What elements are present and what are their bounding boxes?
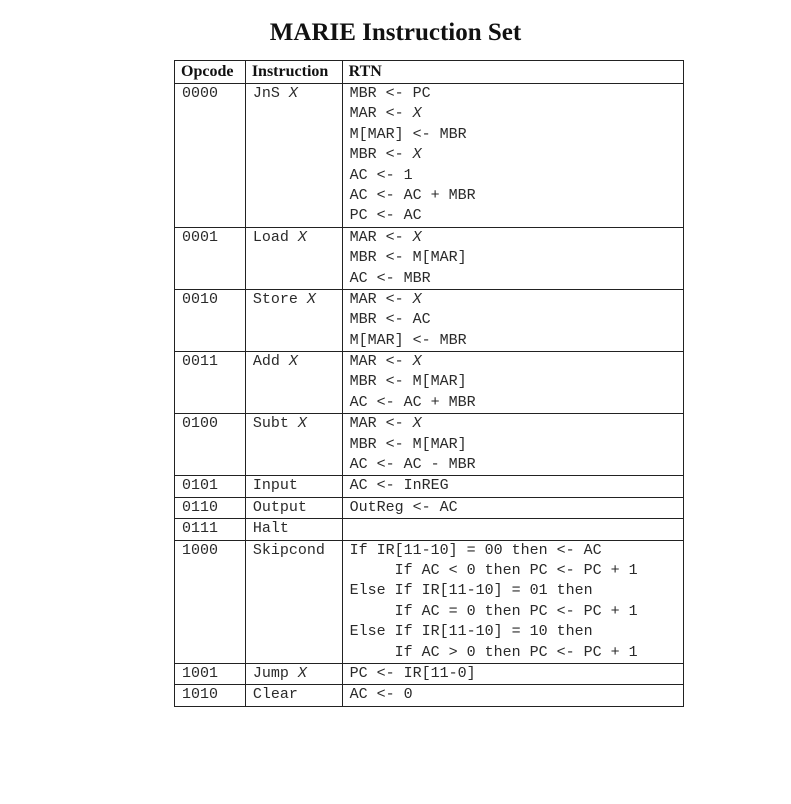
rtn-line: M[MAR] <- MBR xyxy=(349,125,467,143)
header-opcode: Opcode xyxy=(175,61,246,84)
rtn-cell xyxy=(342,497,683,518)
rtn-line: OutReg <- AC xyxy=(349,498,458,516)
rtn-line: MBR <- M[MAR] xyxy=(349,373,467,391)
instruction-cell xyxy=(245,476,342,497)
rtn-line: MBR <- PC xyxy=(349,85,431,102)
instruction-mnemonic: Clear xyxy=(252,686,298,704)
instruction-cell xyxy=(245,685,342,706)
rtn-line: MAR <- X xyxy=(349,228,422,246)
rtn-line: AC <- InREG xyxy=(349,477,449,495)
instruction-cell xyxy=(245,519,342,540)
table-row xyxy=(175,476,684,497)
instruction-mnemonic: Store xyxy=(252,290,298,308)
rtn-line: AC <- 1 xyxy=(349,166,413,184)
rtn-operand: X xyxy=(412,353,422,371)
instruction-cell xyxy=(245,540,342,663)
instruction-cell xyxy=(245,497,342,518)
rtn-line: If AC < 0 then PC <- PC + 1 xyxy=(349,562,638,580)
opcode-cell: 0110 xyxy=(175,497,246,518)
rtn-operand: X xyxy=(412,228,422,246)
table-row xyxy=(175,540,684,663)
instruction-operand: X xyxy=(306,290,316,308)
rtn-cell xyxy=(342,540,683,663)
rtn-line: PC <- AC xyxy=(349,207,422,225)
opcode-cell: 1000 xyxy=(175,540,246,663)
rtn-line: M[MAR] <- MBR xyxy=(349,331,467,349)
opcode-cell: 0001 xyxy=(175,227,246,289)
instruction-operand: X xyxy=(297,415,307,433)
instruction-cell xyxy=(245,289,342,351)
table-row xyxy=(175,352,684,414)
instruction-mnemonic: JnS xyxy=(252,85,280,102)
header-instruction: Instruction xyxy=(245,61,342,84)
opcode-cell: 0100 xyxy=(175,414,246,476)
rtn-cell xyxy=(342,476,683,497)
table-row xyxy=(175,414,684,476)
table-row xyxy=(175,227,684,289)
instruction-mnemonic: Load xyxy=(252,228,289,246)
rtn-cell xyxy=(342,84,683,228)
instruction-operand: X xyxy=(288,353,298,371)
rtn-line: MBR <- X xyxy=(349,146,422,164)
rtn-cell xyxy=(342,663,683,684)
rtn-line: MAR <- X xyxy=(349,353,422,371)
table-row xyxy=(175,685,684,706)
rtn-cell xyxy=(342,289,683,351)
instruction-mnemonic: Input xyxy=(252,477,298,495)
instruction-mnemonic: Halt xyxy=(252,520,289,538)
rtn-line: MAR <- X xyxy=(349,290,422,308)
rtn-line: AC <- 0 xyxy=(349,686,413,704)
rtn-cell xyxy=(342,519,683,540)
instruction-mnemonic: Jump xyxy=(252,664,289,682)
opcode-cell: 0111 xyxy=(175,519,246,540)
instruction-mnemonic: Subt xyxy=(252,415,289,433)
rtn-line: If AC > 0 then PC <- PC + 1 xyxy=(349,643,638,661)
table-row xyxy=(175,519,684,540)
opcode-cell: 0011 xyxy=(175,352,246,414)
rtn-line: If AC = 0 then PC <- PC + 1 xyxy=(349,602,638,620)
table-row xyxy=(175,289,684,351)
table-row xyxy=(175,663,684,684)
rtn-line: MAR <- X xyxy=(349,105,422,123)
rtn-line: AC <- AC + MBR xyxy=(349,186,476,204)
instruction-cell xyxy=(245,352,342,414)
header-rtn: RTN xyxy=(342,61,683,84)
rtn-empty xyxy=(350,519,683,539)
opcode-cell: 0101 xyxy=(175,476,246,497)
rtn-line: AC <- AC + MBR xyxy=(349,393,476,411)
table-row xyxy=(175,497,684,518)
instruction-set-table xyxy=(174,60,684,707)
rtn-cell xyxy=(342,685,683,706)
table-row xyxy=(175,84,684,228)
opcode-cell: 0000 xyxy=(175,84,246,228)
instruction-mnemonic: Skipcond xyxy=(252,541,325,559)
rtn-line: MBR <- M[MAR] xyxy=(349,249,467,267)
instruction-operand: X xyxy=(288,85,298,102)
opcode-cell: 1010 xyxy=(175,685,246,706)
instruction-operand: X xyxy=(297,664,307,682)
opcode-cell: 0010 xyxy=(175,289,246,351)
rtn-operand: X xyxy=(412,146,422,164)
instruction-operand: X xyxy=(297,228,307,246)
table-body xyxy=(175,84,684,707)
rtn-line: If IR[11-10] = 00 then <- AC xyxy=(349,541,602,559)
opcode-cell: 1001 xyxy=(175,663,246,684)
instruction-cell xyxy=(245,227,342,289)
rtn-operand: X xyxy=(412,290,422,308)
rtn-operand: X xyxy=(412,415,422,433)
rtn-line: Else If IR[11-10] = 10 then xyxy=(349,623,593,641)
rtn-cell xyxy=(342,227,683,289)
instruction-mnemonic: Output xyxy=(252,498,307,516)
table-header-row xyxy=(175,61,684,84)
instruction-cell xyxy=(245,84,342,228)
rtn-cell xyxy=(342,414,683,476)
rtn-line: PC <- IR[11-0] xyxy=(349,664,476,682)
instruction-mnemonic: Add xyxy=(252,353,280,371)
instruction-cell xyxy=(245,414,342,476)
rtn-line: MAR <- X xyxy=(349,415,422,433)
rtn-cell xyxy=(342,352,683,414)
page-title: MARIE Instruction Set xyxy=(269,19,522,46)
rtn-line: MBR <- M[MAR] xyxy=(349,435,467,453)
instruction-cell xyxy=(245,663,342,684)
rtn-line: AC <- AC - MBR xyxy=(349,456,476,474)
rtn-operand: X xyxy=(412,105,422,123)
rtn-line: AC <- MBR xyxy=(349,269,431,287)
rtn-line: Else If IR[11-10] = 01 then xyxy=(349,582,593,600)
rtn-line: MBR <- AC xyxy=(349,311,431,329)
